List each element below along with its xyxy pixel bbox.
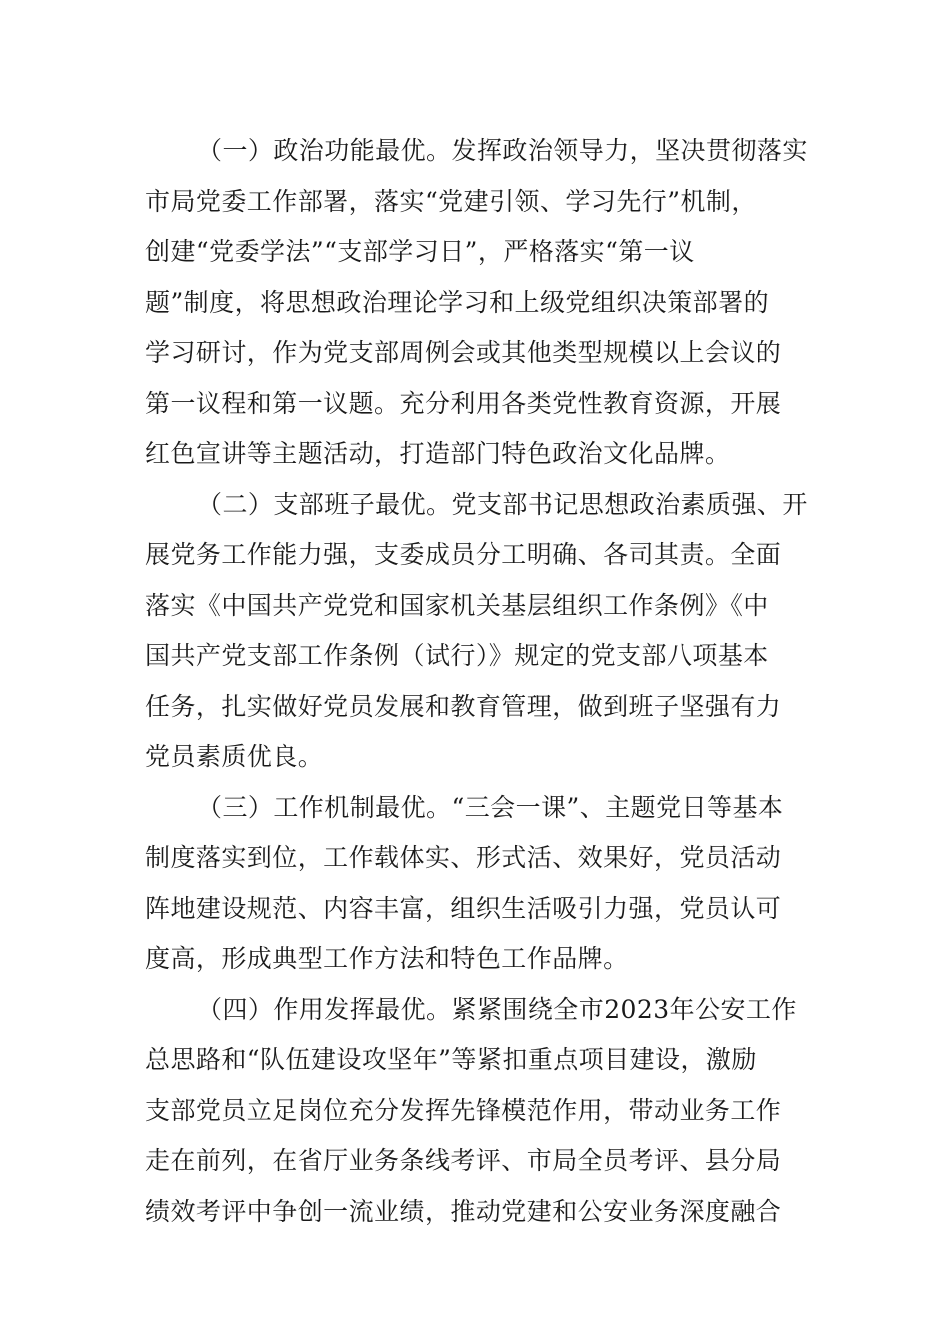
document-body [145, 126, 808, 1237]
paragraph-3-line-1: （三）工作机制最优。“三会一课”、主题党日等基本 [197, 792, 784, 822]
paragraph-2-line-1: （二）支部班子最优。党支部书记思想政治素质强、开 [197, 489, 808, 519]
paragraph-3-line-2: 制度落实到位，工作载体实、形式活、效果好，党员活动 [145, 843, 782, 872]
paragraph-4-line-2: 总思路和“队伍建设攻坚年”等紧扣重点项目建设，激励 [145, 1045, 757, 1074]
paragraph-1-line-6: 第一议程和第一议题。充分利用各类党性教育资源，开展 [145, 388, 782, 418]
paragraph-1-line-7: 红色宣讲等主题活动，打造部门特色政治文化品牌。 [145, 439, 731, 468]
paragraph-1-line-3: 创建“党委学法”“支部学习日”，严格落实“第一议 [145, 237, 695, 266]
paragraph-4-line-5: 绩效考评中争创一流业绩，推动党建和公安业务深度融合 [145, 1196, 782, 1226]
paragraph-4-line-1: （四）作用发挥最优。紧紧围绕全市2023年公安工作 [197, 994, 797, 1024]
paragraph-4-line-4: 走在前列，在省厅业务条线考评、市局全员考评、县分局 [145, 1146, 782, 1175]
paragraph-2-line-5: 任务，扎实做好党员发展和教育管理，做到班子坚强有力 [145, 691, 782, 721]
paragraph-1-line-2: 市局党委工作部署，落实“党建引领、学习先行”机制， [145, 186, 757, 216]
paragraph-2-line-4: 国共产党支部工作条例（试行）》规定的党支部八项基本 [145, 641, 769, 670]
paragraph-3-line-4: 度高，形成典型工作方法和特色工作品牌。 [145, 944, 629, 973]
paragraph-2-line-6: 党员素质优良。 [145, 742, 324, 771]
paragraph-4-line-3: 支部党员立足岗位充分发挥先锋模范作用，带动业务工作 [145, 1095, 782, 1125]
paragraph-2-line-3: 落实《中国共产党党和国家机关基层组织工作条例》《中 [145, 590, 769, 620]
paragraph-3-line-3: 阵地建设规范、内容丰富，组织生活吸引力强，党员认可 [145, 893, 782, 923]
paragraph-1-line-1: （一）政治功能最优。发挥政治领导力，坚决贯彻落实 [197, 136, 808, 165]
paragraph-2-line-2: 展党务工作能力强，支委成员分工明确、各司其责。全面 [145, 540, 782, 569]
paragraph-1-line-5: 学习研讨，作为党支部周例会或其他类型规模以上会议的 [145, 338, 782, 367]
paragraph-1-line-4: 题”制度，将思想政治理论学习和上级党组织决策部署的 [145, 287, 770, 317]
